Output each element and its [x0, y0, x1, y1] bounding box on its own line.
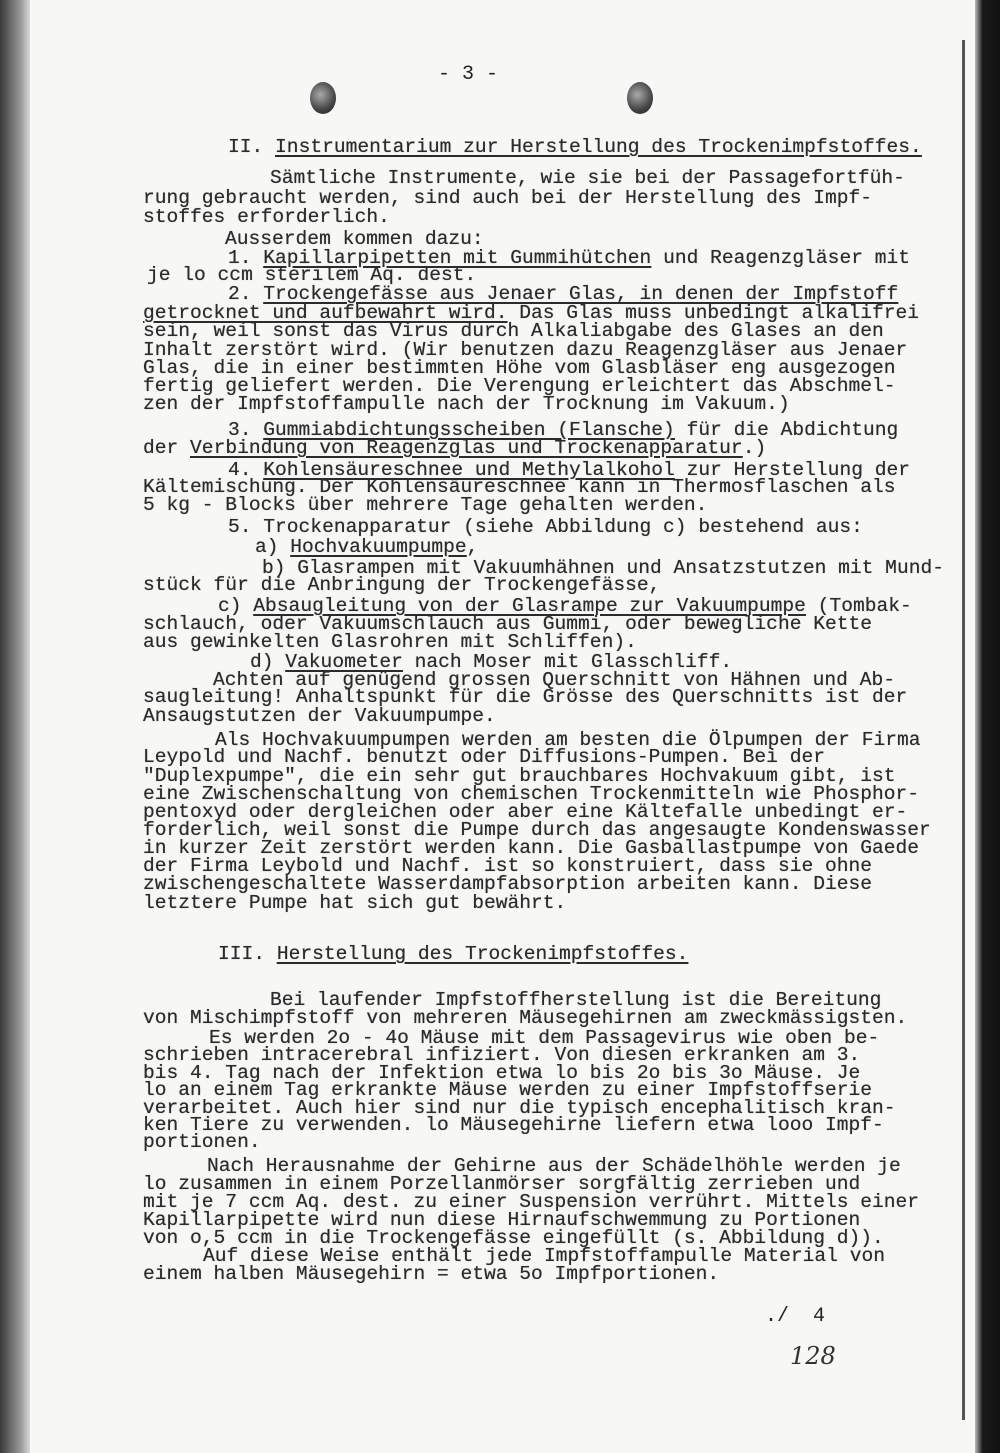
text-segment: Das Glas muss unbedingt alkalifrei [507, 302, 920, 324]
text-line: fertig geliefert werden. Die Verengung erleichtert das Abschmel- [143, 375, 896, 397]
text-line: Nach Herausnahme der Gehirne aus der Schädelhöhle werden je [207, 1155, 901, 1177]
text-line: Als Hochvakuumpumpen werden am besten die Ölpumpen der Firma [215, 729, 921, 751]
text-line: b) Glasrampen mit Vakuumhähnen und Ansatzstutzen mit Mund- [262, 557, 944, 579]
text-line: aus gewinkelten Glasrohren mit Schliffen). [143, 631, 637, 653]
section-2-heading [228, 137, 922, 157]
text-line: Ansaugstutzen der Vakuumpumpe. [143, 705, 496, 727]
text-line: 5 kg - Blocks über mehrere Tage gehalten werden. [143, 494, 708, 516]
text-segment: c) [218, 595, 254, 617]
text-line: der Firma Leybold und Nachf. ist so konstruiert, dass sie ohne [143, 855, 873, 877]
page-number: - 3 - [438, 63, 499, 86]
handwritten-folio-number: 128 [790, 1342, 836, 1370]
underlined-term: Verbindung von Reagenzglas und Trockenapparatur [190, 437, 743, 459]
punch-hole-icon [627, 82, 653, 114]
text-line: Es werden 2o - 4o Mäuse mit dem Passagevirus wie oben be- [209, 1027, 880, 1049]
text-line: in kurzer Zeit zerstört werden kann. Die Gasballastpumpe von Gaede [143, 837, 920, 859]
text-line: rung gebraucht werden, sind auch bei der Herstellung des Impf- [143, 187, 873, 209]
text-line: je lo ccm sterilem Aq. dest. [147, 264, 477, 286]
text-line: Kapillarpipette wird nun diese Hirnaufschwemmung zu Portionen [143, 1209, 861, 1231]
text-line: pentoxyd oder dergleichen oder aber eine Kältefalle unbedingt er- [143, 801, 908, 823]
underlined-term: Kapillarpipetten mit Gummihütchen [263, 247, 652, 269]
section-number: II. [228, 136, 264, 158]
text-segment: (Tombak- [805, 595, 912, 617]
text-line: portionen. [143, 1131, 261, 1153]
text-segment: für die Abdichtung [674, 419, 899, 441]
underlined-term: Hochvakuumpumpe [290, 536, 467, 558]
underlined-term: Trockengefässe aus Jenaer Glas, in denen der Impfstoff [263, 283, 899, 305]
scan-left-border [0, 0, 30, 1453]
text-line: von Mischimpfstoff von mehreren Mäusegehirnen am zweckmässigsten. [143, 1007, 908, 1029]
text-segment: 2. [228, 283, 264, 305]
scan-right-border [975, 0, 1000, 1453]
section-title: Herstellung des Trockenimpfstoffes. [276, 943, 689, 965]
text-line: letztere Pumpe hat sich gut bewährt. [143, 892, 567, 914]
text-segment: a) [255, 536, 291, 558]
text-line: Leypold und Nachf. benutzt oder Diffusions-Pumpen. Bei der [143, 746, 825, 768]
text-line: eine Zwischenschaltung von chemischen Trockenmitteln wie Phosphor- [143, 783, 920, 805]
text-line: lo zusammen in einem Porzellanmörser sorgfältig zerrieben und [143, 1173, 861, 1195]
text-segment: d) [250, 651, 286, 673]
text-line: saugleitung! Anhaltspunkt für die Grösse des Querschnitts ist der [143, 686, 908, 708]
section-3-heading [218, 944, 688, 964]
text-line: einem halben Mäusegehirn = etwa 5o Impfportionen. [143, 1263, 720, 1285]
text-segment: nach Moser mit Glasschliff. [402, 651, 733, 673]
text-line: zwischengeschaltete Wasserdampfabsorption arbeiten kann. Diese [143, 873, 873, 895]
text-line: Kältemischung. Der Kohlensäureschnee kann in Thermosflaschen als [143, 476, 896, 498]
underlined-term: getrocknet und aufbewahrt wird. [143, 302, 508, 324]
text-line: Glas, die in einer bestimmten Höhe vom Glasbläser eng ausgezogen [143, 357, 896, 379]
text-line: "Duplexpumpe", die ein sehr gut brauchbares Hochvakuum gibt, ist [143, 765, 896, 787]
punch-hole-icon [310, 82, 336, 114]
text-line [228, 284, 898, 304]
text-line: 5. Trockenapparatur (siehe Abbildung c) bestehend aus: [228, 516, 863, 538]
text-segment: zur Herstellung der [674, 459, 910, 481]
text-line [255, 537, 478, 557]
text-line: ken Tiere zu verwenden. lo Mäusegehirne liefern etwa looo Impf- [143, 1114, 884, 1136]
text-segment: und Reagenzgläser mit [651, 247, 910, 269]
text-line: verarbeitet. Auch hier sind nur die typisch encephalitisch kran- [143, 1097, 896, 1119]
underlined-term: Absaugleitung von der Glasrampe zur Vakuumpumpe [253, 595, 806, 617]
text-line: Achten auf genügend grossen Querschnitt von Hähnen und Ab- [213, 669, 895, 691]
text-line: schrieben intracerebral infiziert. Von diesen erkranken am 3. [143, 1044, 861, 1066]
text-segment: 4. [228, 459, 264, 481]
underlined-term: Kohlensäureschnee und Methylalkohol [263, 459, 675, 481]
underlined-term: Vakuometer [285, 651, 403, 673]
text-line: von o,5 ccm in die Trockengefässe eingefüllt (s. Abbildung d)). [143, 1227, 884, 1249]
continuation-mark: ./ 4 [765, 1305, 826, 1328]
text-segment: der [143, 437, 191, 459]
section-title: Instrumentarium zur Herstellung des Trockenimpfstoffes. [275, 136, 922, 158]
text-line: Inhalt zerstört wird. (Wir benutzen dazu Reagenzgläser aus Jenaer [143, 339, 908, 361]
text-line: lo an einem Tag erkrankte Mäuse werden zu einer Impfstoffserie [143, 1079, 873, 1101]
text-segment: 3. [228, 419, 264, 441]
text-line: sein, weil sonst das Virus durch Alkaliabgabe des Glases an den [143, 320, 884, 342]
underlined-term: Gummiabdichtungsscheiben (Flansche) [263, 419, 675, 441]
page-edge-line [962, 40, 965, 1420]
section-number: III. [218, 943, 266, 965]
text-line: bis 4. Tag nach der Infektion etwa lo bis 2o bis 3o Mäuse. Je [143, 1062, 861, 1084]
text-line: Ausserdem kommen dazu: [225, 228, 484, 250]
text-line: Bei laufender Impfstoffherstellung ist die Bereitung [270, 989, 882, 1011]
text-line: stück für die Anbringung der Trockengefässe, [143, 574, 661, 596]
text-line: zen der Impfstoffampulle nach der Trocknung im Vakuum.) [143, 393, 790, 415]
text-line: forderlich, weil sonst die Pumpe durch das angesaugte Kondenswasser [143, 819, 931, 841]
text-segment: .) [742, 437, 767, 459]
text-segment: , [466, 536, 479, 558]
text-line: Sämtliche Instrumente, wie sie bei der Passagefortfüh- [270, 167, 905, 189]
text-line [143, 438, 766, 458]
text-line: mit je 7 ccm Aq. dest. zu einer Suspension verrührt. Mittels einer [143, 1191, 920, 1213]
text-line: Auf diese Weise enthält jede Impfstoffampulle Material von [203, 1245, 885, 1267]
text-line: stoffes erforderlich. [143, 206, 390, 228]
text-segment: 1. [228, 247, 264, 269]
text-line: schlauch, oder Vakuumschlauch aus Gummi, oder bewegliche Kette [143, 613, 873, 635]
